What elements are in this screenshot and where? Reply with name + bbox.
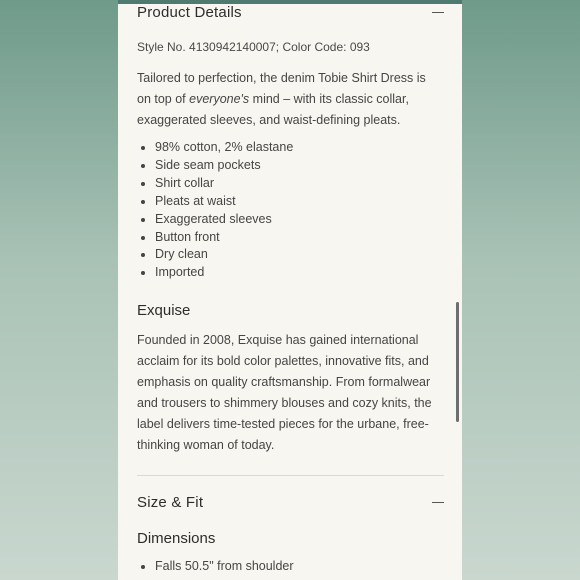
list-item: • Button front (155, 229, 293, 247)
style-number: Style No. 4130942140007; Color Code: 093 (137, 40, 370, 54)
scrollbar-thumb[interactable] (456, 302, 459, 422)
product-description (137, 68, 442, 131)
size-fit-header[interactable] (137, 494, 444, 511)
product-info-panel (118, 4, 462, 580)
feature-list (137, 139, 293, 282)
product-details-title: Product Details (137, 4, 242, 21)
product-details-header[interactable] (137, 4, 444, 21)
dimensions-title: Dimensions (137, 530, 216, 547)
brand-description: Founded in 2008, Exquise has gained international acclaim for its bold color palettes, innovative fits, and emphasis on quality craftsmanship. From formalwear and trousers to shimmery blouses and cozy knits, the label delivers time-tested pieces for the urbane, free-thinking woman of today. (137, 333, 432, 452)
list-item: • 98% cotton, 2% elastane (155, 139, 293, 157)
list-item: • Shirt collar (155, 175, 293, 193)
minus-icon[interactable] (432, 502, 444, 504)
dimensions-list (137, 558, 294, 575)
list-item: • Exaggerated sleeves (155, 211, 293, 229)
section-divider (137, 475, 444, 476)
list-item: • Imported (155, 264, 293, 282)
list-item: • Dry clean (155, 246, 293, 264)
size-fit-title: Size & Fit (137, 494, 204, 511)
description-emphasis: everyone's (189, 92, 250, 106)
list-item: • Side seam pockets (155, 157, 293, 175)
list-item: • Falls 50.5" from shoulder (155, 558, 294, 575)
description-text-2: mind – with its classic collar, exaggerated sleeves, and waist-defining pleats. (137, 92, 409, 127)
brand-title: Exquise (137, 302, 191, 319)
minus-icon[interactable] (432, 12, 444, 14)
description-text-1: Tailored to perfection, the denim Tobie Shirt Dress is on top of (137, 71, 426, 106)
list-item: • Pleats at waist (155, 193, 293, 211)
